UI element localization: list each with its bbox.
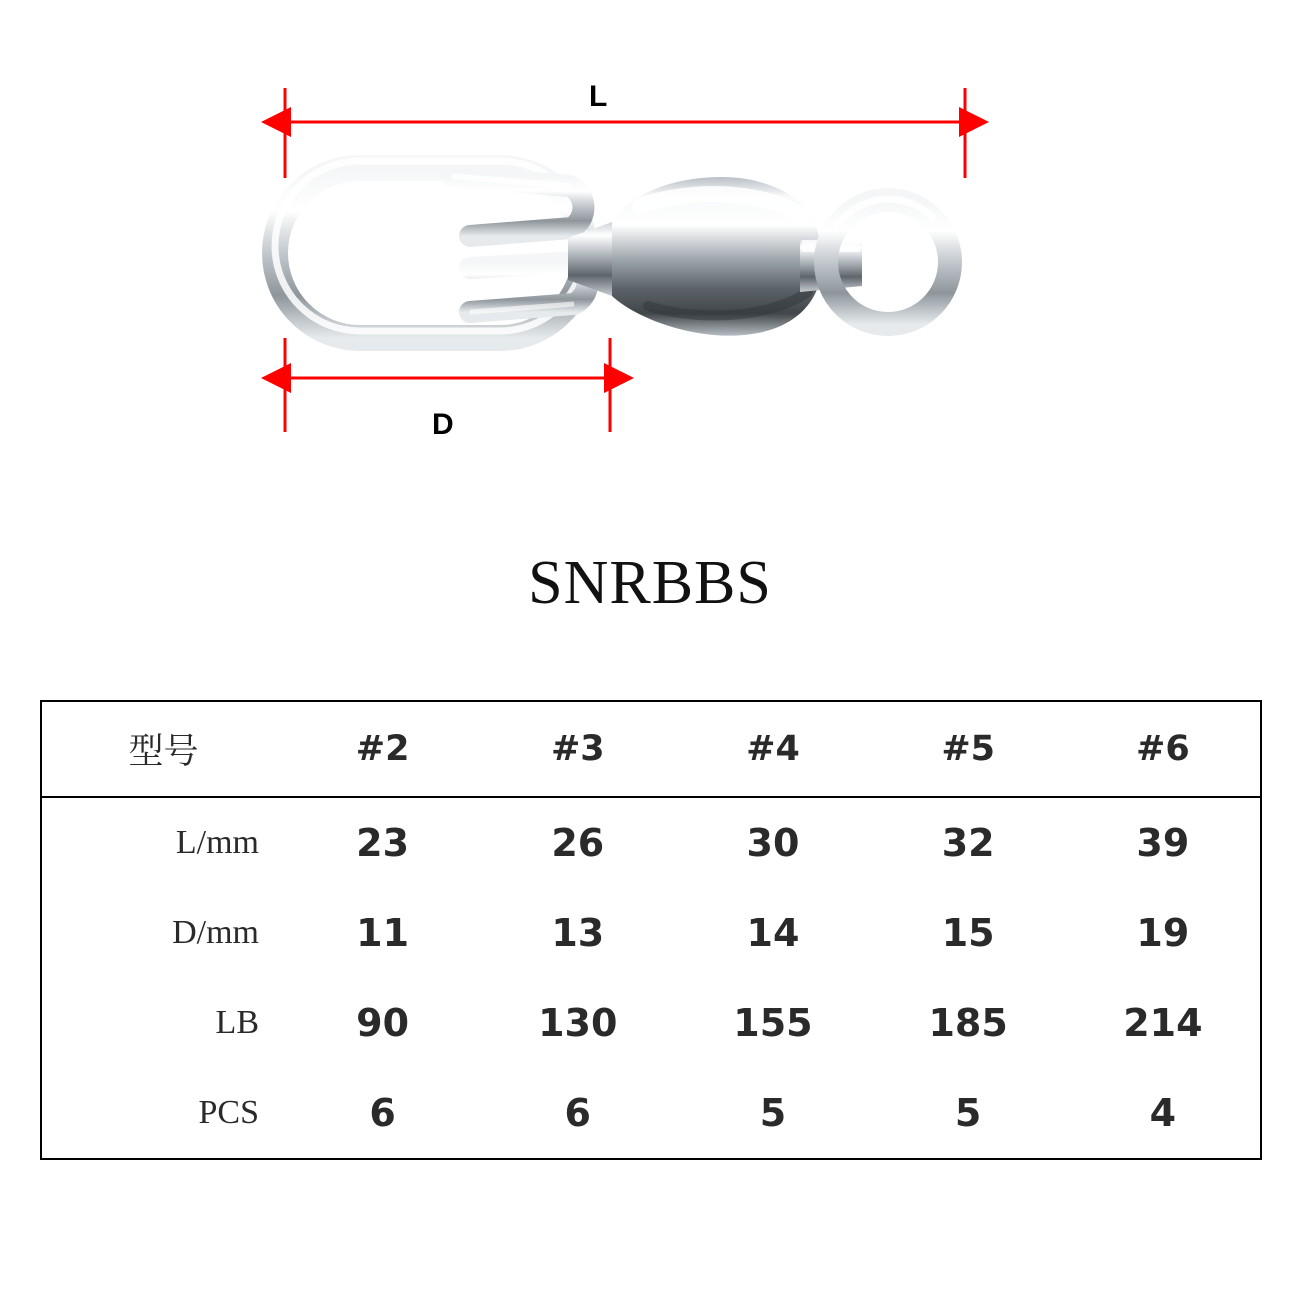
column-header-model: 型号 xyxy=(128,732,199,772)
cell-diameter-6: 19 xyxy=(1136,911,1190,955)
cell-pcs-5: 5 xyxy=(954,1091,982,1135)
table-row xyxy=(41,797,1261,888)
cell-lb-5: 185 xyxy=(928,1001,1008,1045)
column-header-size-2: #2 xyxy=(355,729,410,769)
spec-table xyxy=(40,700,1262,1160)
cell-length-6: 39 xyxy=(1136,821,1190,865)
spec-table-body xyxy=(41,797,1261,1159)
cell-diameter-4: 14 xyxy=(746,911,800,955)
cell-lb-2: 90 xyxy=(356,1001,410,1045)
cell-pcs-6: 4 xyxy=(1149,1091,1177,1135)
column-header-size-5: #5 xyxy=(941,729,995,769)
dimension-label-diameter: D xyxy=(432,408,455,441)
column-header-size-6: #6 xyxy=(1136,729,1190,769)
column-header-size-3: #3 xyxy=(550,729,605,769)
cell-lb-4: 155 xyxy=(733,1001,813,1045)
cell-diameter-3: 13 xyxy=(551,911,605,955)
dimension-label-length: L xyxy=(589,80,608,113)
row-label-length: L/mm xyxy=(175,824,259,861)
product-illustration xyxy=(0,0,1300,520)
cell-pcs-3: 6 xyxy=(564,1091,591,1135)
spec-table-container xyxy=(40,700,1262,1160)
row-label-lb: LB xyxy=(215,1004,259,1041)
table-row xyxy=(41,1068,1261,1159)
table-row xyxy=(41,888,1261,978)
row-label-diameter: D/mm xyxy=(172,914,259,951)
cell-pcs-2: 6 xyxy=(369,1091,396,1135)
product-name: SNRBBS xyxy=(528,549,772,617)
cell-length-3: 26 xyxy=(551,821,605,865)
table-row xyxy=(41,978,1261,1068)
column-header-size-4: #4 xyxy=(746,729,800,769)
table-header-row xyxy=(41,701,1261,797)
cell-diameter-2: 11 xyxy=(356,911,410,955)
cell-lb-3: 130 xyxy=(538,1001,618,1045)
spec-table-head xyxy=(41,701,1261,797)
cell-pcs-4: 5 xyxy=(759,1091,787,1135)
cell-lb-6: 214 xyxy=(1123,1001,1203,1045)
cell-length-5: 32 xyxy=(941,821,995,865)
cell-length-2: 23 xyxy=(356,821,410,865)
snap-clip-graphic xyxy=(275,161,587,338)
cell-diameter-5: 15 xyxy=(941,911,995,955)
cell-length-4: 30 xyxy=(746,821,800,865)
row-label-pcs: PCS xyxy=(198,1094,259,1131)
